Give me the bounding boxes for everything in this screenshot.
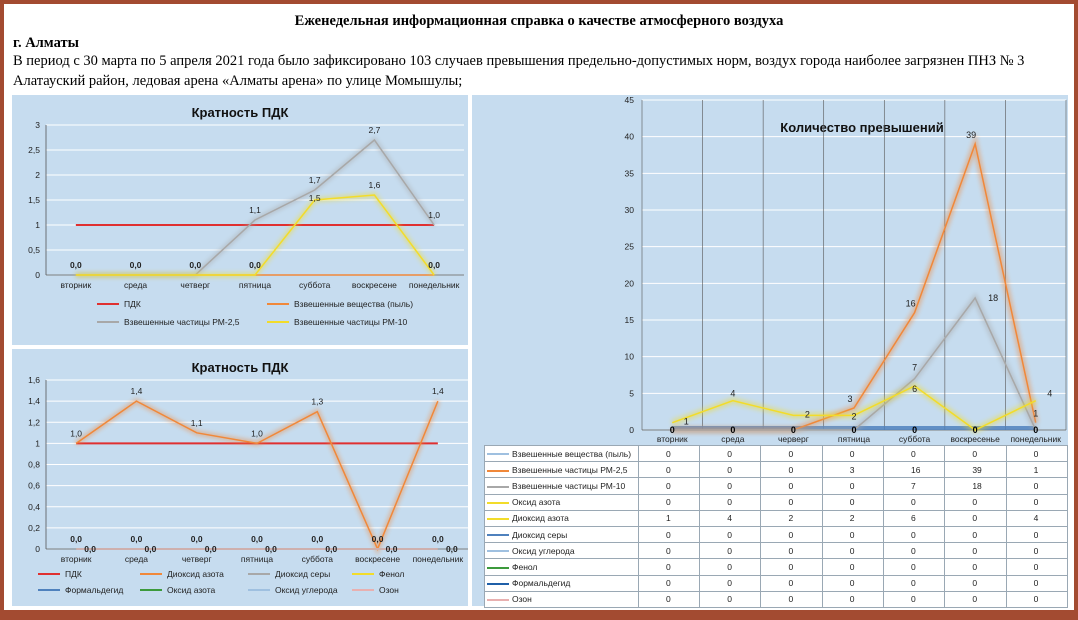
table-cell: 0 [822,575,883,591]
series-line [76,401,438,549]
data-label: 18 [988,293,999,303]
data-label: 0,0 [84,544,97,554]
y-tick-label: 1 [35,220,40,230]
table-cell: 0 [1006,526,1067,542]
table-cell: 0 [761,575,822,591]
table-cell: 0 [700,446,761,462]
table-cell: 0 [822,543,883,559]
legend-item [38,585,123,595]
table-cell: 2 [761,510,822,526]
x-tick-label: пятница [238,280,272,290]
table-cell: 0 [1006,494,1067,510]
data-label: 0 [1033,425,1039,435]
data-label: 2,7 [368,125,381,135]
y-tick-label: 1,4 [28,396,40,407]
table-cell: 0 [822,446,883,462]
x-tick-label: понедельник [408,280,460,290]
table-cell: 0 [822,494,883,510]
series-glow [76,401,438,549]
y-tick-label: 1 [35,438,40,449]
legend-item [97,299,141,309]
table-cell: 1 [638,510,699,526]
legend-item [140,585,215,595]
legend-item [267,299,413,309]
data-label: 0,0 [190,534,203,544]
data-label: 1,3 [311,396,324,407]
data-label: 1,6 [368,180,381,190]
table-cell: 0 [638,575,699,591]
data-label: 0,0 [204,544,217,554]
y-tick-label: 20 [624,278,634,289]
legend-label: Диоксид азота [167,569,224,579]
legend-swatch [97,321,119,323]
legend-swatch [248,573,270,575]
x-tick-label: суббота [898,434,931,444]
legend-swatch [38,573,60,575]
table-row [485,462,1068,478]
legend-item [352,585,399,595]
legend-swatch [487,550,509,552]
legend-swatch [97,303,119,305]
table-cell: 0 [884,543,945,559]
data-label: 1,1 [190,417,203,428]
table-cell: 0 [761,591,822,607]
legend-label: Формальдегид [65,585,124,595]
data-label: 1,5 [308,193,321,203]
table-cell: 0 [945,575,1006,591]
legend-item [248,585,338,595]
table-cell: 0 [945,543,1006,559]
y-tick-label: 15 [624,315,634,325]
table-cell: 0 [945,494,1006,510]
table-cell: 0 [822,559,883,575]
data-label: 16 [905,298,916,309]
legend-swatch [487,518,509,520]
series-label: Оксид углерода [485,543,639,559]
series-label: Диоксид серы [485,526,639,542]
series-label: Взвешенные частицы РМ-10 [485,478,639,494]
table-cell: 0 [884,494,945,510]
table-cell: 0 [1006,478,1067,494]
table-cell: 0 [638,478,699,494]
legend-label: Взвешенные частицы РМ-10 [294,317,408,327]
data-label: 0,0 [249,260,261,270]
x-tick-label: пятница [837,434,871,444]
data-label: 1 [683,416,689,427]
table-cell: 0 [884,591,945,607]
data-label: 3 [847,394,853,404]
legend-item [38,569,82,579]
table-cell: 0 [700,478,761,494]
chart-2-legend [12,569,468,605]
legend-item [248,569,330,579]
data-label: 0 [730,425,736,435]
y-tick-label: 3 [35,120,40,130]
data-label: 1,4 [431,386,444,397]
table-cell: 0 [638,591,699,607]
x-tick-label: вторник [60,554,92,564]
data-label: 0 [912,425,918,435]
legend-swatch [487,599,509,601]
legend-swatch [38,589,60,591]
x-tick-label: пятница [240,554,274,564]
table-cell: 0 [945,510,1006,526]
data-label: 39 [966,130,977,140]
chart-1-panel [12,95,468,345]
data-label: 2 [851,411,857,422]
data-label: 0,0 [129,260,142,270]
table-cell: 0 [638,559,699,575]
y-tick-label: 0,2 [28,522,40,533]
table-cell: 7 [884,478,945,494]
table-cell: 0 [700,559,761,575]
legend-label: Оксид азота [167,585,216,595]
chart-2-title: Кратность ПДК [191,360,289,375]
table-cell: 0 [700,543,761,559]
table-row [485,494,1068,510]
data-label: 1 [1033,408,1039,419]
table-cell: 2 [822,510,883,526]
table-cell: 0 [822,478,883,494]
table-cell: 0 [761,462,822,478]
table-cell: 0 [945,559,1006,575]
table-cell: 0 [700,494,761,510]
data-label: 0,0 [144,544,157,554]
legend-swatch [487,502,509,504]
chart-3-panel [472,95,1068,606]
x-tick-label: среда [721,434,745,444]
data-label: 0,0 [311,534,324,544]
y-tick-label: 45 [624,95,634,105]
data-label: 0 [851,425,857,435]
table-cell: 0 [638,494,699,510]
data-label: 1,1 [249,205,261,215]
data-label: 0,0 [70,534,83,544]
chart-1-title: Кратность ПДК [191,105,289,120]
city-label: г. Алматы [13,35,79,51]
y-tick-label: 1,6 [28,375,40,385]
data-label: 1,0 [70,428,83,439]
data-label: 4 [1047,388,1053,399]
legend-label: ПДК [124,299,141,309]
chart-3-title: Количество превышений [780,120,944,135]
chart-3-data-table [484,445,1068,608]
report-title: Еженедельная информационная справка о качестве атмосферного воздуха [294,13,784,29]
data-label: 1,7 [308,175,321,185]
y-tick-label: 30 [624,205,634,215]
table-cell: 6 [884,510,945,526]
legend-swatch [352,573,374,575]
data-label: 1,4 [130,386,143,397]
y-tick-label: 1,2 [28,417,40,428]
x-tick-label: понедельник [412,554,464,564]
y-tick-label: 0 [629,425,634,435]
x-tick-label: среда [123,280,148,290]
chart-1-legend [12,299,468,339]
table-cell: 0 [884,575,945,591]
table-cell: 1 [1006,462,1067,478]
y-tick-label: 5 [629,388,634,399]
table-cell: 0 [884,446,945,462]
chart-2-panel [12,349,468,606]
series-glow [672,144,1035,430]
table-row [485,543,1068,559]
intro-text: В период с 30 марта по 5 апреля 2021 года было зафиксировано 103 случаев превышения предельно-допустимых норм, воздух города наиболее загрязнен ПНЗ № 3 Алатауский район, ледовая арена «Алматы арена» по улице Момышулы; [13,53,1025,89]
table-cell: 3 [822,462,883,478]
data-label: 0,0 [130,534,143,544]
x-tick-label: вторник [60,280,92,290]
table-cell: 0 [638,526,699,542]
y-tick-label: 25 [624,241,634,252]
legend-swatch [487,470,509,472]
table-cell: 0 [1006,575,1067,591]
table-cell: 39 [945,462,1006,478]
table-cell: 0 [700,591,761,607]
table-cell: 0 [761,478,822,494]
data-label: 2 [804,409,810,420]
x-tick-label: четверг [180,280,211,290]
table-cell: 0 [1006,446,1067,462]
table-cell: 0 [1006,591,1067,607]
table-row [485,510,1068,526]
series-label: Формальдегид [485,575,639,591]
y-tick-label: 0 [35,544,40,554]
data-label: 0 [669,425,675,435]
legend-swatch [487,534,509,536]
legend-swatch [487,583,509,585]
table-cell: 18 [945,478,1006,494]
series-label: Взвешенные вещества (пыль) [485,446,639,462]
legend-swatch [140,589,162,591]
table-cell: 0 [700,526,761,542]
data-label: 0,0 [251,534,263,544]
table-cell: 0 [1006,543,1067,559]
chart-3-plot [472,95,1068,445]
x-tick-label: вторник [656,434,688,444]
x-tick-label: понедельник [1010,434,1061,444]
legend-swatch [248,589,270,591]
table-cell: 0 [945,446,1006,462]
data-label: 0,0 [325,544,338,554]
y-tick-label: 1,5 [28,195,40,205]
table-row [485,575,1068,591]
x-tick-label: воскресене [355,554,401,564]
table-row [485,559,1068,575]
data-label: 0,0 [371,534,384,544]
table-cell: 0 [884,559,945,575]
table-cell: 4 [700,510,761,526]
table-cell: 16 [884,462,945,478]
legend-swatch [267,321,289,323]
table-row [485,526,1068,542]
table-cell: 0 [1006,559,1067,575]
legend-label: Оксид углерода [275,585,338,595]
y-tick-label: 35 [624,168,634,179]
legend-label: Взвешенные частицы РМ-2,5 [124,317,240,327]
table-cell: 0 [945,591,1006,607]
legend-swatch [487,567,509,569]
series-label: Фенол [485,559,639,575]
y-tick-label: 0,4 [28,501,40,512]
data-label: 1,0 [428,210,441,220]
series-label: Оксид азота [485,494,639,510]
data-label: 4 [730,388,736,399]
legend-swatch [267,303,289,305]
series-label: Диоксид азота [485,510,639,526]
data-label: 0 [790,425,796,435]
series-label: Озон [485,591,639,607]
table-cell: 0 [638,446,699,462]
table-cell: 0 [822,591,883,607]
data-label: 0 [972,425,978,435]
x-tick-label: суббота [301,554,333,564]
y-tick-label: 0 [35,270,40,280]
table-cell: 0 [761,559,822,575]
legend-label: Озон [379,585,399,595]
table-row [485,591,1068,607]
table-row [485,446,1068,462]
table-cell: 0 [822,526,883,542]
legend-item [267,317,407,327]
data-label: 0,0 [428,260,441,270]
table-cell: 0 [700,462,761,478]
chart-2-plot [12,374,468,572]
legend-label: Диоксид серы [275,569,331,579]
data-label: 0,0 [189,260,202,270]
y-tick-label: 2,5 [28,145,40,155]
data-label: 1,0 [251,428,263,439]
legend-item [352,569,404,579]
x-tick-label: среда [124,554,149,564]
table-cell: 0 [638,543,699,559]
legend-item [97,317,240,327]
data-label: 0,0 [265,544,277,554]
chart-1-plot [12,120,468,320]
data-label: 0,0 [385,544,398,554]
legend-swatch [140,573,162,575]
x-tick-label: черверг [777,434,809,444]
y-tick-label: 0,5 [28,245,40,255]
x-tick-label: четверг [181,554,212,564]
data-label: 7 [912,362,918,373]
legend-item [140,569,224,579]
table-cell: 0 [945,526,1006,542]
data-label: 6 [912,384,918,394]
table-cell: 0 [700,575,761,591]
data-label: 0,0 [445,544,458,554]
legend-label: ПДК [65,569,82,579]
legend-swatch [487,453,509,455]
table-cell: 0 [761,446,822,462]
x-tick-label: воскресене [351,280,397,290]
x-tick-label: суббота [299,280,331,290]
legend-swatch [487,486,509,488]
data-label: 0,0 [69,260,82,270]
table-cell: 0 [761,543,822,559]
legend-label: Взвешенные вещества (пыль) [294,299,414,309]
table-row [485,478,1068,494]
y-tick-label: 40 [624,131,634,142]
legend-swatch [352,589,374,591]
data-label: 0,0 [431,534,444,544]
series-line [672,144,1035,430]
y-tick-label: 10 [624,351,634,362]
table-cell: 0 [761,494,822,510]
table-cell: 0 [761,526,822,542]
y-tick-label: 0,6 [28,480,40,491]
legend-label: Фенол [379,569,405,579]
y-tick-label: 0,8 [28,459,40,470]
x-tick-label: воскресенье [950,434,1000,444]
table-cell: 4 [1006,510,1067,526]
series-label: Взвешенные частицы РМ-2,5 [485,462,639,478]
table-cell: 0 [638,462,699,478]
y-tick-label: 2 [35,170,40,180]
table-cell: 0 [884,526,945,542]
